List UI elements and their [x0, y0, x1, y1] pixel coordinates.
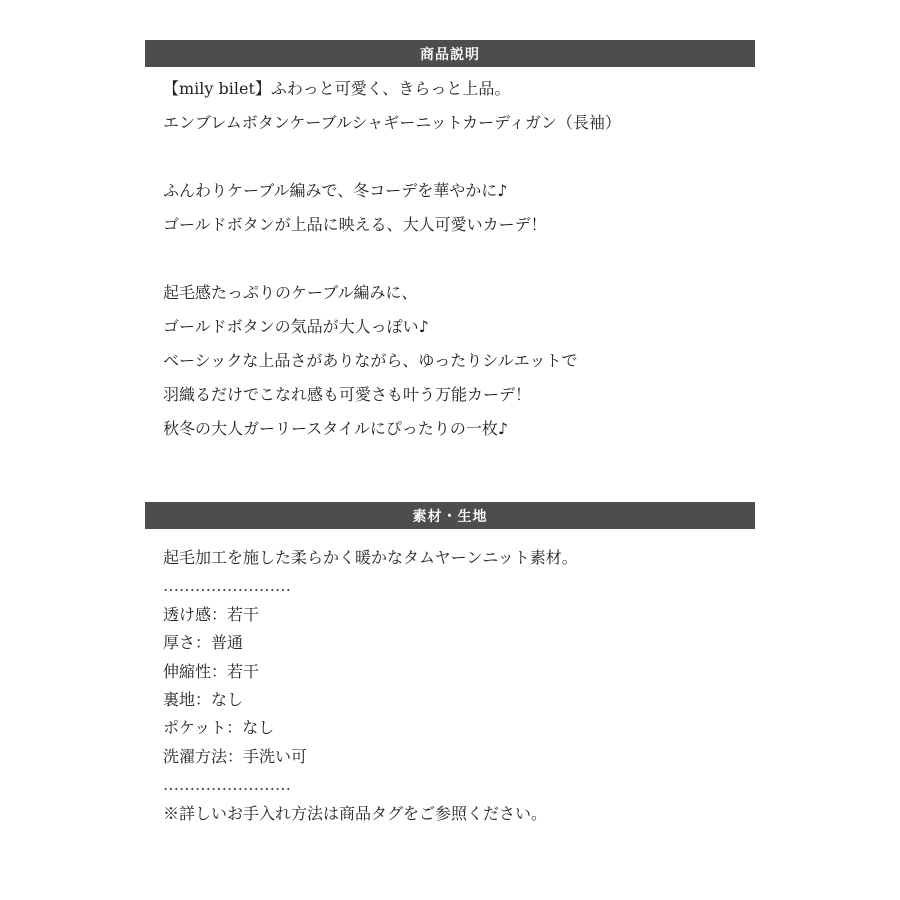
spec-washing: 洗濯方法：手洗い可 [163, 746, 308, 766]
description-body [163, 72, 753, 446]
spec-transparency: 透け感：若干 [163, 604, 260, 624]
description-spacer [163, 140, 753, 174]
description-spacer [163, 242, 753, 276]
description-line: ベーシックな上品さがありながら、ゆったりシルエットで [163, 351, 578, 370]
description-line: ふんわりケーブル編みで、冬コーデを華やかに♪ [163, 181, 508, 200]
description-line: 秋冬の大人ガーリースタイルにぴったりの一枚♪ [163, 419, 509, 438]
spec-thickness: 厚さ：普通 [163, 633, 244, 653]
section-header-description-label: 商品説明 [420, 46, 480, 63]
material-body [163, 544, 753, 828]
divider-dots: …………………… [163, 775, 291, 795]
description-line: ゴールドボタンが上品に映える、大人可愛いカーデ！ [163, 215, 547, 234]
description-line: 【mily bilet】ふわっと可愛く、きらっと上品。 [163, 79, 511, 98]
material-intro: 起毛加工を施した柔らかく暖かなタムヤーンニット素材。 [163, 548, 578, 567]
spec-lining: 裏地：なし [163, 689, 244, 709]
section-header-material-label: 素材・生地 [412, 508, 488, 525]
divider-dots: …………………… [163, 576, 291, 596]
care-note: ※詳しいお手入れ方法は商品タグをご参照ください。 [163, 803, 548, 823]
description-line: エンブレムボタンケーブルシャギーニットカーディガン（長袖） [163, 113, 621, 132]
description-line: ゴールドボタンの気品が大人っぽい♪ [163, 317, 429, 336]
section-header-description [145, 40, 755, 67]
spec-pocket: ポケット：なし [163, 718, 275, 738]
spec-stretch: 伸縮性：若干 [163, 661, 260, 681]
description-line: 起毛感たっぷりのケーブル編みに、 [163, 283, 418, 302]
description-line: 羽織るだけでこなれ感も可愛さも叶う万能カーデ！ [163, 385, 532, 404]
section-header-material [145, 502, 755, 529]
